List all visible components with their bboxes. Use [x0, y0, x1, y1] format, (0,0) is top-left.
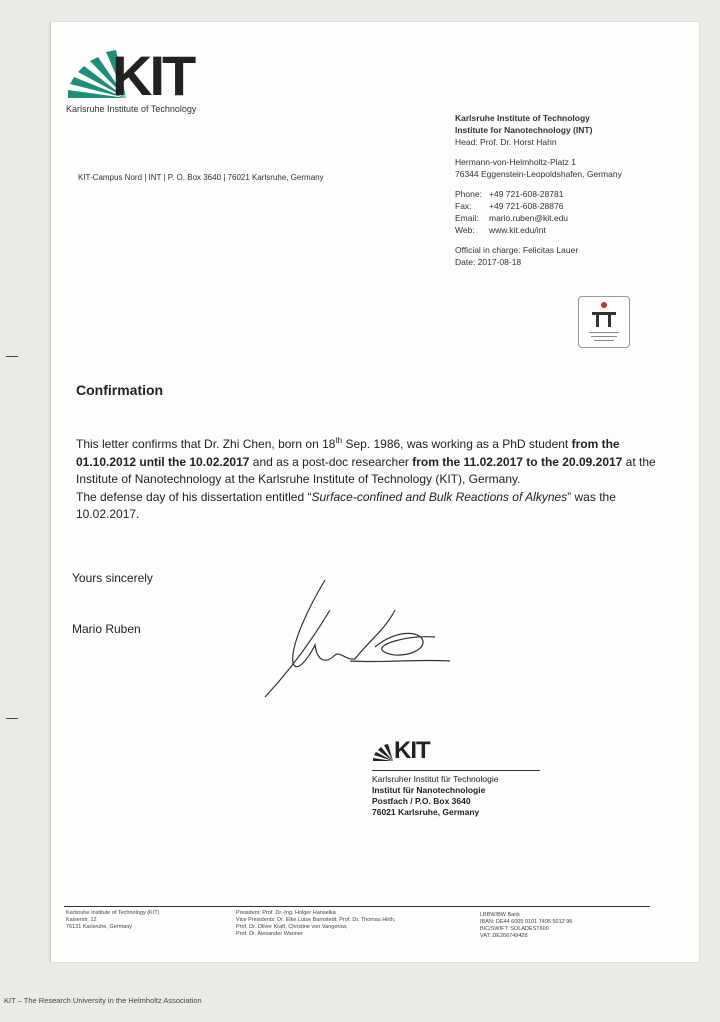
kit-logo-subtitle: Karlsruhe Institute of Technology — [66, 104, 197, 114]
confirmation-paragraph: This letter confirms that Dr. Zhi Chen, born on 18th Sep. 1986, was working as a PhD student from the 01.10.2012 until the 10.02.2017 and as a post-doc researcher from the 11.02.2017 to the 20.09.2017 at the Institute of Nanotechnology at the Karlsruhe Institute of Technology (KIT), Germany. — [76, 436, 656, 486]
institute-stamp — [372, 737, 540, 818]
letter-body — [76, 432, 656, 524]
footer-address: Karlsruhe Institute of Technology (KIT) Kaiserstr. 12 76131 Karlsruhe, Germany — [66, 910, 160, 930]
contact-fax: Fax: +49 721-608-28876 — [455, 201, 564, 211]
letterhead-head: Head: Prof. Dr. Horst Hahn — [455, 137, 557, 147]
certification-seal-icon — [578, 296, 630, 348]
stamp-divider — [372, 770, 540, 771]
letterhead — [455, 112, 675, 268]
official-in-charge: Official in charge: Felicitas Lauer — [455, 245, 579, 255]
fold-mark — [6, 356, 18, 357]
defense-paragraph: The defense day of his dissertation entitled “Surface-confined and Bulk Reactions of Alkynes” was the 10.02.2017. — [76, 489, 616, 521]
stamp-kit-fan-icon — [372, 742, 394, 762]
sender-line: KIT-Campus Nord | INT | P. O. Box 3640 | 76021 Karlsruhe, Germany — [78, 173, 324, 182]
handwritten-signature — [255, 575, 455, 705]
kit-logo-text: KIT — [112, 44, 194, 107]
letterhead-city: 76344 Eggenstein-Leopoldshafen, Germany — [455, 169, 622, 179]
contact-email: Email: mario.ruben@kit.edu — [455, 213, 569, 223]
footer-presidents: President: Prof. Dr.-Ing. Holger Hanselka Vice Presidents: Dr. Elke Luise Barnstedt, Prof. Dr. Thomas Hirth, Prof. Dr. Oliver Kraft, Christine von Vangerow, Prof. Dr. Alexander Wanner — [236, 910, 396, 937]
fold-mark — [6, 718, 18, 719]
letterhead-institute: Institute for Nanotechnology (INT) — [455, 125, 593, 135]
signatory-name: Mario Ruben — [72, 622, 141, 636]
letter-date: Date: 2017-08-18 — [455, 257, 522, 267]
contact-web: Web: www.kit.edu/int — [455, 225, 546, 235]
footer-tagline: KIT – The Research University in the Helmholtz Association — [4, 996, 202, 1005]
letter-title: Confirmation — [76, 382, 164, 398]
contact-phone: Phone: +49 721-608-28781 — [455, 189, 564, 199]
letterhead-institution: Karlsruhe Institute of Technology — [455, 113, 590, 123]
letterhead-street: Hermann-von-Helmholtz-Platz 1 — [455, 157, 576, 167]
closing: Yours sincerely — [72, 571, 153, 585]
stamp-text: Karlsruher Institut für Technologie Institut für Nanotechnologie Postfach / P.O. Box 3640 76021 Karlsruhe, Germany — [372, 774, 499, 817]
footer-rule — [64, 906, 650, 907]
footer-bank: LBBW/BW Bank IBAN: DE44 6005 0101 7495 5012 96 BIC/SWIFT: SOLADEST600 VAT: DE266749428 — [480, 912, 573, 939]
stamp-kit-text: KIT — [394, 737, 430, 764]
